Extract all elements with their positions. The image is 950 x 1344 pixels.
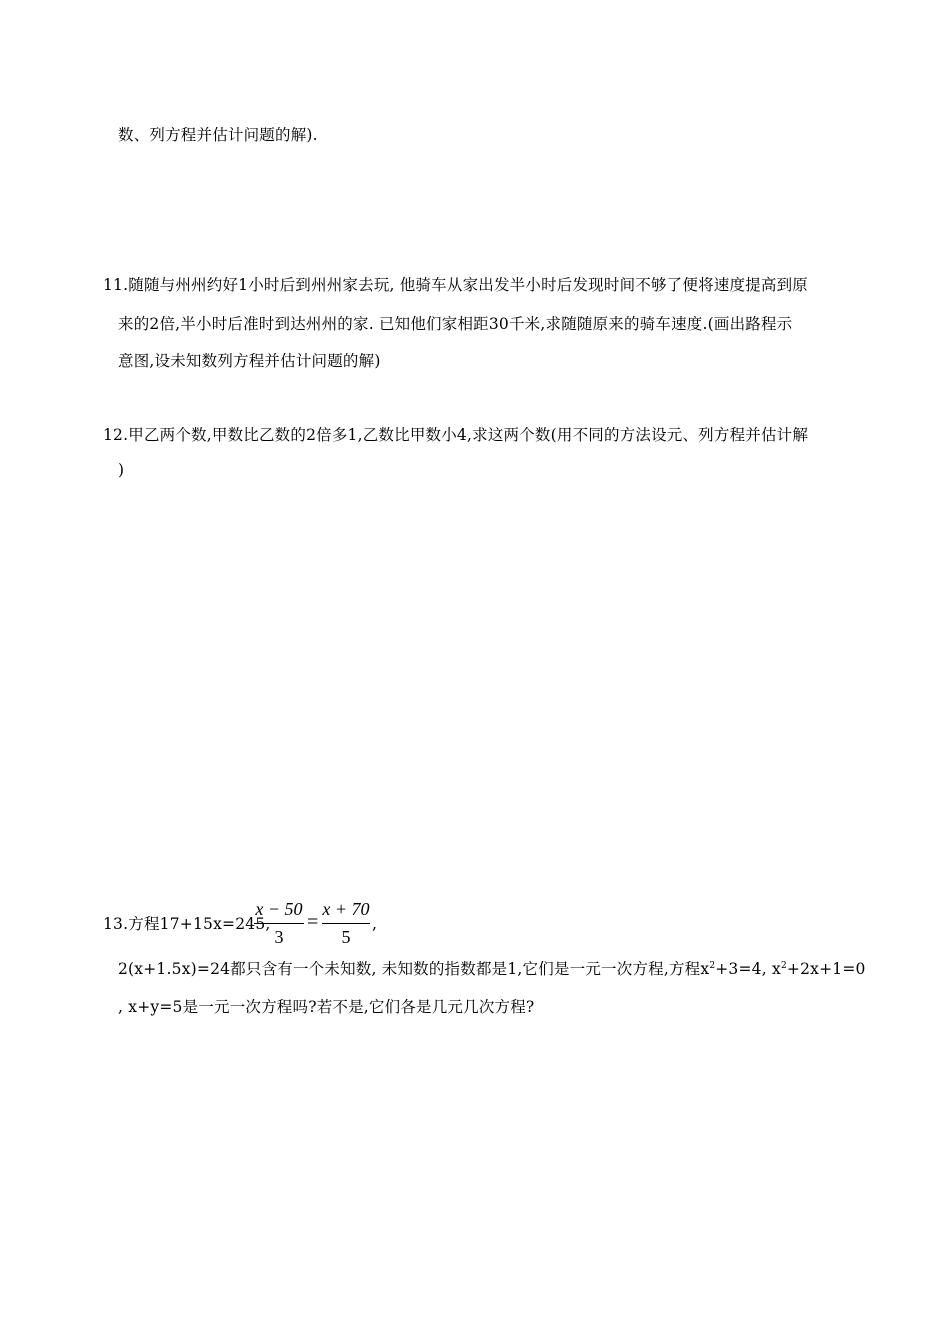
question-11-line-1: 11.随随与州州约好1小时后到州州家去玩, 他骑车从家出发半小时后发现时间不够了便将速度提高到原	[103, 276, 808, 294]
question-13-line-2-b: +3=4, x	[715, 960, 781, 978]
fraction-1-bar	[254, 923, 304, 924]
question-13-line-2-a: 2(x+1.5x)=24都只含有一个未知数, 未知数的指数都是1,它们是一元一次方程,方程x	[118, 960, 710, 978]
prev-question-tail: 数、列方程并估计问题的解).	[118, 126, 318, 144]
fraction-1-numerator: x − 50	[255, 899, 303, 919]
fraction-2-numerator: x + 70	[322, 899, 370, 919]
question-11-line-2: 来的2倍,半小时后准时到达州州的家. 已知他们家相距30千米,求随随原来的骑车速度.(画出路程示	[118, 315, 793, 333]
fraction-1	[254, 899, 304, 948]
question-13-line-2-c: +2x+1=0	[786, 960, 866, 978]
superscript-2: 2	[780, 961, 787, 971]
fraction-2	[322, 899, 370, 948]
fraction-2-denominator: 5	[341, 927, 351, 947]
question-12-line-1: 12.甲乙两个数,甲数比乙数的2倍多1,乙数比甲数小4,求这两个数(用不同的方法设元、列方程并估计解	[103, 426, 809, 444]
question-13-line-2	[118, 959, 866, 979]
question-11-line-3: 意图,设未知数列方程并估计问题的解)	[118, 352, 381, 370]
superscript-1: 2	[709, 961, 716, 971]
fraction-1-denominator: 3	[274, 927, 284, 947]
question-13-comma: ,	[372, 915, 378, 933]
fraction-2-bar	[322, 923, 370, 924]
question-13-line-3: , x+y=5是一元一次方程吗?若不是,它们各是几元几次方程?	[118, 998, 535, 1016]
question-12-line-2: )	[118, 461, 125, 479]
equals-sign: =	[307, 911, 319, 933]
question-13-prefix: 13.方程17+15x=245,	[103, 915, 271, 933]
